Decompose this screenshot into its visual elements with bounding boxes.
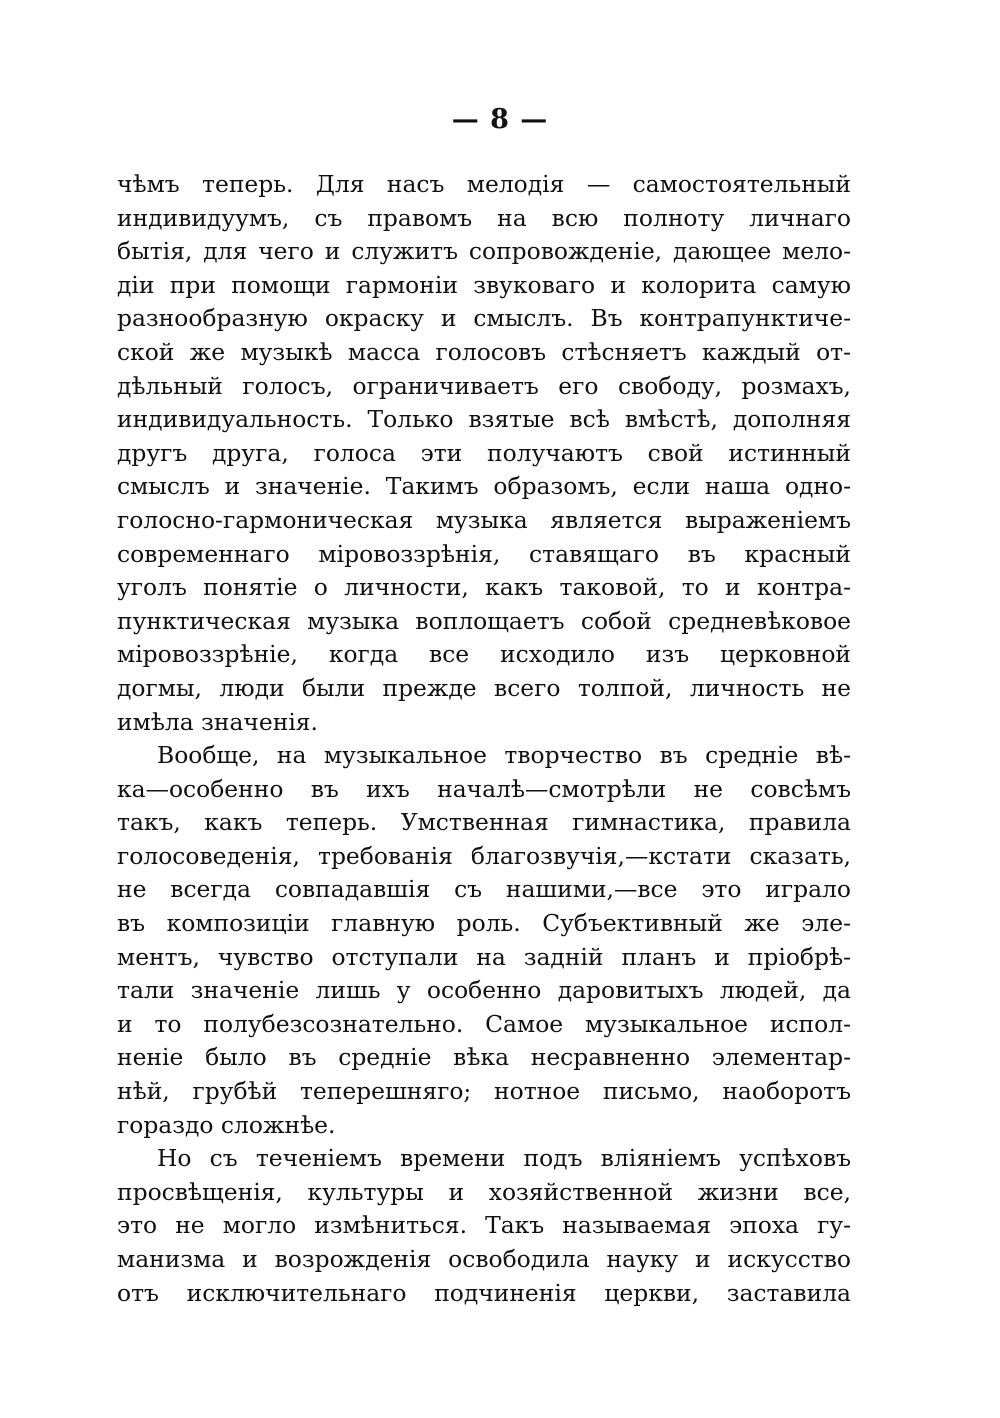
text-line: просвѣщенія, культуры и хозяйственной жизни все, [117, 1177, 851, 1206]
paragraph-first-line: Вообще, на музыкальное творчество въ средніе вѣ- [157, 741, 851, 770]
text-line: чѣмъ теперь. Для насъ мелодія — самостоятельный [117, 170, 851, 198]
text-line: смыслъ и значеніе. Такимъ образомъ, если наша одно- [117, 472, 851, 501]
text-line: разнообразную окраску и смыслъ. Въ контрапунктиче- [117, 304, 851, 333]
page-number: — 8 — [451, 104, 549, 135]
text-line: бытія, для чего и служитъ сопровожденіе, дающее мело- [117, 237, 851, 266]
text-line: въ композиціи главную роль. Субъективный же эле- [117, 909, 851, 938]
text-line: современнаго міровоззрѣнія, ставящаго въ красный [117, 539, 851, 568]
text-line: догмы, люди были прежде всего толпой, личность не [117, 673, 851, 702]
text-line: нѣй, грубѣй теперешняго; нотное письмо, наоборотъ [117, 1077, 851, 1106]
text-line: дѣльный голосъ, ограничиваетъ его свободу, розмахъ, [117, 371, 851, 400]
text-line: имѣла значенія. [117, 707, 318, 736]
text-line: тали значеніе лишь у особенно даровитыхъ людей, да [117, 976, 851, 1005]
text-line: голосоведенія, требованія благозвучія,—кстати сказать, [117, 841, 851, 870]
text-line: уголъ понятіе о личности, какъ таковой, то и контра- [117, 573, 851, 602]
text-line: и то полубезсознательно. Самое музыкальное испол- [117, 1009, 851, 1038]
text-line: индивидуальность. Только взятые всѣ вмѣстѣ, дополняя [117, 405, 851, 434]
text-line: ка—особенно въ ихъ началѣ—смотрѣли не совсѣмъ [117, 774, 851, 803]
text-line: голосно-гармоническая музыка является выраженіемъ [117, 505, 851, 534]
text-line: міровоззрѣніе, когда все исходило изъ церковной [117, 640, 851, 669]
text-line: пунктическая музыка воплощаетъ собой средневѣковое [117, 606, 851, 635]
body-text [117, 168, 851, 1310]
text-line: не всегда совпадавшія съ нашими,—все это играло [117, 875, 851, 904]
text-line: индивидуумъ, съ правомъ на всю полноту личнаго [117, 203, 851, 232]
text-line: неніе было въ средніе вѣка несравненно элементар- [117, 1043, 851, 1072]
text-line: манизма и возрожденія освободила науку и искусство [117, 1245, 851, 1273]
text-line: гораздо сложнѣе. [117, 1110, 336, 1139]
text-line: это не могло измѣниться. Такъ называемая эпоха гу- [117, 1211, 851, 1240]
text-line: ментъ, чувство отступали на задній планъ и пріобрѣ- [117, 942, 851, 971]
paragraph-first-line: Но съ теченіемъ времени подъ вліяніемъ успѣховъ [157, 1144, 851, 1173]
text-line: такъ, какъ теперь. Умственная гимнастика, правила [117, 808, 851, 837]
text-line: ской же музыкѣ масса голосовъ стѣсняетъ каждый от- [117, 337, 851, 366]
text-line: діи при помощи гармоніи звуковаго и колорита самую [117, 270, 851, 299]
text-line: отъ исключительнаго подчиненія церкви, заставила [117, 1278, 851, 1307]
text-line: другъ друга, голоса эти получаютъ свой истинный [117, 438, 851, 467]
